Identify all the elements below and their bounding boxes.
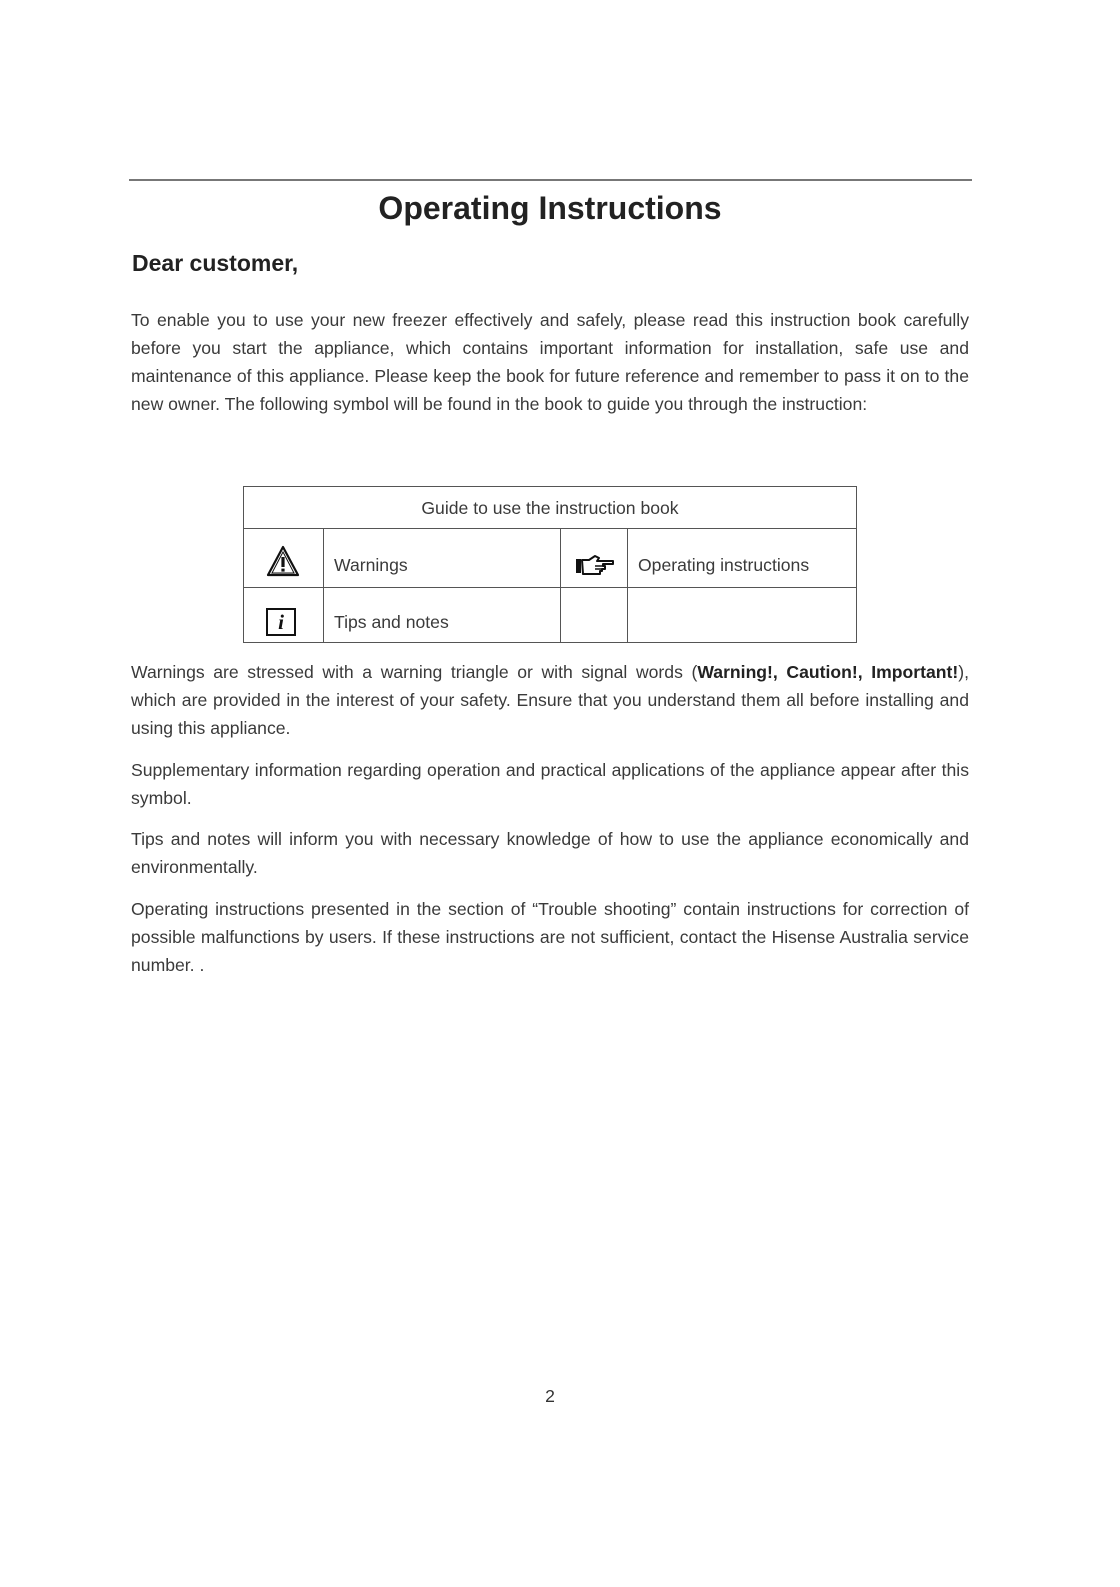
trouble-shooting-paragraph: Operating instructions presented in the section of “Trouble shooting” contain instructions for correction of possible malfunctions by users. If these instructions are not sufficient, contact the Hisense Australia service number. . — [131, 899, 969, 975]
warnings-label: Warnings — [334, 555, 408, 575]
warnings-paragraph — [131, 658, 969, 742]
warnings-paragraph-before: Warnings are stressed with a warning triangle or with signal words ( — [131, 662, 698, 682]
tips-paragraph: Tips and notes will inform you with necessary knowledge of how to use the appliance economically and environmentally. — [131, 829, 969, 877]
supplementary-paragraph: Supplementary information regarding operation and practical applications of the appliance appear after this symbol. — [131, 760, 969, 808]
guide-table-caption: Guide to use the instruction book — [244, 487, 856, 529]
header-rule — [129, 179, 972, 181]
info-icon: i — [266, 608, 296, 636]
salutation: Dear customer, — [132, 250, 299, 276]
guide-table — [243, 486, 857, 643]
operating-instructions-label: Operating instructions — [638, 555, 810, 575]
warning-triangle-icon — [266, 545, 300, 577]
table-divider — [244, 587, 856, 588]
warnings-paragraph-after: ), which are provided in the interest of your safety. Ensure that you understand them all before installing and using this appliance. — [131, 662, 969, 738]
page-number: 2 — [545, 1386, 555, 1406]
signal-words: Warning!, Caution!, Important! — [697, 662, 959, 682]
intro-paragraph: To enable you to use your new freezer effectively and safely, please read this instruction book carefully before you start the appliance, which contains important information for installation, safe use and maintenance of this appliance. Please keep the book for future reference and remember to pass it on to the new owner. The following symbol will be found in the book to guide you through the instruction: — [131, 310, 969, 414]
table-divider — [560, 529, 561, 642]
pointing-hand-icon — [575, 554, 615, 576]
table-divider — [627, 529, 628, 642]
page-title: Operating Instructions — [378, 190, 722, 226]
table-divider — [323, 529, 324, 642]
tips-and-notes-label: Tips and notes — [334, 612, 449, 632]
